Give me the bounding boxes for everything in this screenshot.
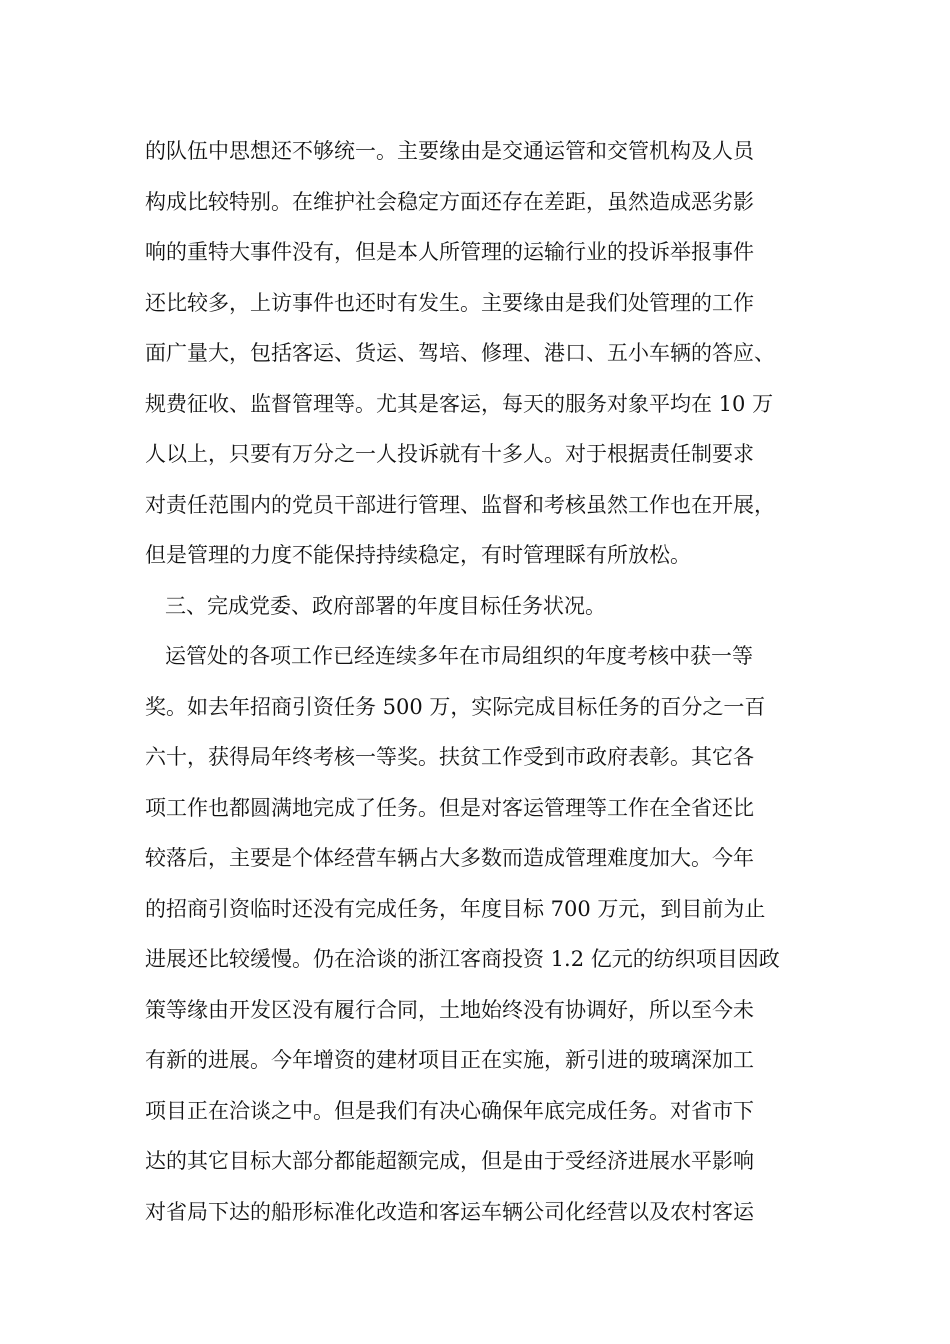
text-line: 面广量大，包括客运、货运、驾培、修理、港口、五小车辆的答应、 bbox=[145, 341, 775, 365]
text-line: 进展还比较缓慢。仍在洽谈的浙江客商投资 1.2 亿元的纺织项目因政 bbox=[145, 947, 780, 971]
text-line: 的招商引资临时还没有完成任务，年度目标 700 万元，到目前为止 bbox=[145, 896, 766, 921]
text-line: 有新的进展。今年增资的建材项目正在实施，新引进的玻璃深加工 bbox=[145, 1048, 754, 1072]
text-line: 对责任范围内的党员干部进行管理、监督和考核虽然工作也在开展， bbox=[145, 492, 775, 517]
text-line: 达的其它目标大部分都能超额完成，但是由于受经济进展水平影响 bbox=[145, 1149, 754, 1173]
document-body bbox=[145, 126, 825, 1237]
text-line: 的队伍中思想还不够统一。主要缘由是交通运管和交管机构及人员 bbox=[145, 139, 754, 163]
text-line: 六十，获得局年终考核一等奖。扶贫工作受到市政府表彰。其它各 bbox=[145, 745, 754, 769]
text-line: 三、完成党委、政府部署的年度目标任务状况。 bbox=[165, 593, 606, 618]
text-line: 响的重特大事件没有，但是本人所管理的运输行业的投诉举报事件 bbox=[145, 240, 754, 264]
text-line: 对省局下达的船形标准化改造和客运车辆公司化经营以及农村客运 bbox=[145, 1199, 754, 1224]
text-line: 项工作也都圆满地完成了任务。但是对客运管理等工作在全省还比 bbox=[145, 795, 754, 820]
text-line: 但是管理的力度不能保持持续稳定，有时管理睬有所放松。 bbox=[145, 543, 691, 567]
text-line: 运管处的各项工作已经连续多年在市局组织的年度考核中获一等 bbox=[165, 644, 753, 668]
text-line: 构成比较特别。在维护社会稳定方面还存在差距，虽然造成恶劣影 bbox=[145, 189, 754, 214]
text-line: 还比较多，上访事件也还时有发生。主要缘由是我们处管理的工作 bbox=[145, 290, 754, 315]
text-line: 项目正在洽谈之中。但是我们有决心确保年底完成任务。对省市下 bbox=[145, 1098, 754, 1123]
text-line: 规费征收、监督管理等。尤其是客运，每天的服务对象平均在 10 万 bbox=[145, 391, 774, 416]
text-line: 奖。如去年招商引资任务 500 万，实际完成目标任务的百分之一百 bbox=[145, 694, 766, 719]
text-line: 策等缘由开发区没有履行合同，土地始终没有协调好，所以至今未 bbox=[145, 997, 754, 1022]
text-line: 人以上，只要有万分之一人投诉就有十多人。对于根据责任制要求 bbox=[145, 442, 754, 466]
text-line: 较落后，主要是个体经营车辆占大多数而造成管理难度加大。今年 bbox=[145, 846, 754, 870]
